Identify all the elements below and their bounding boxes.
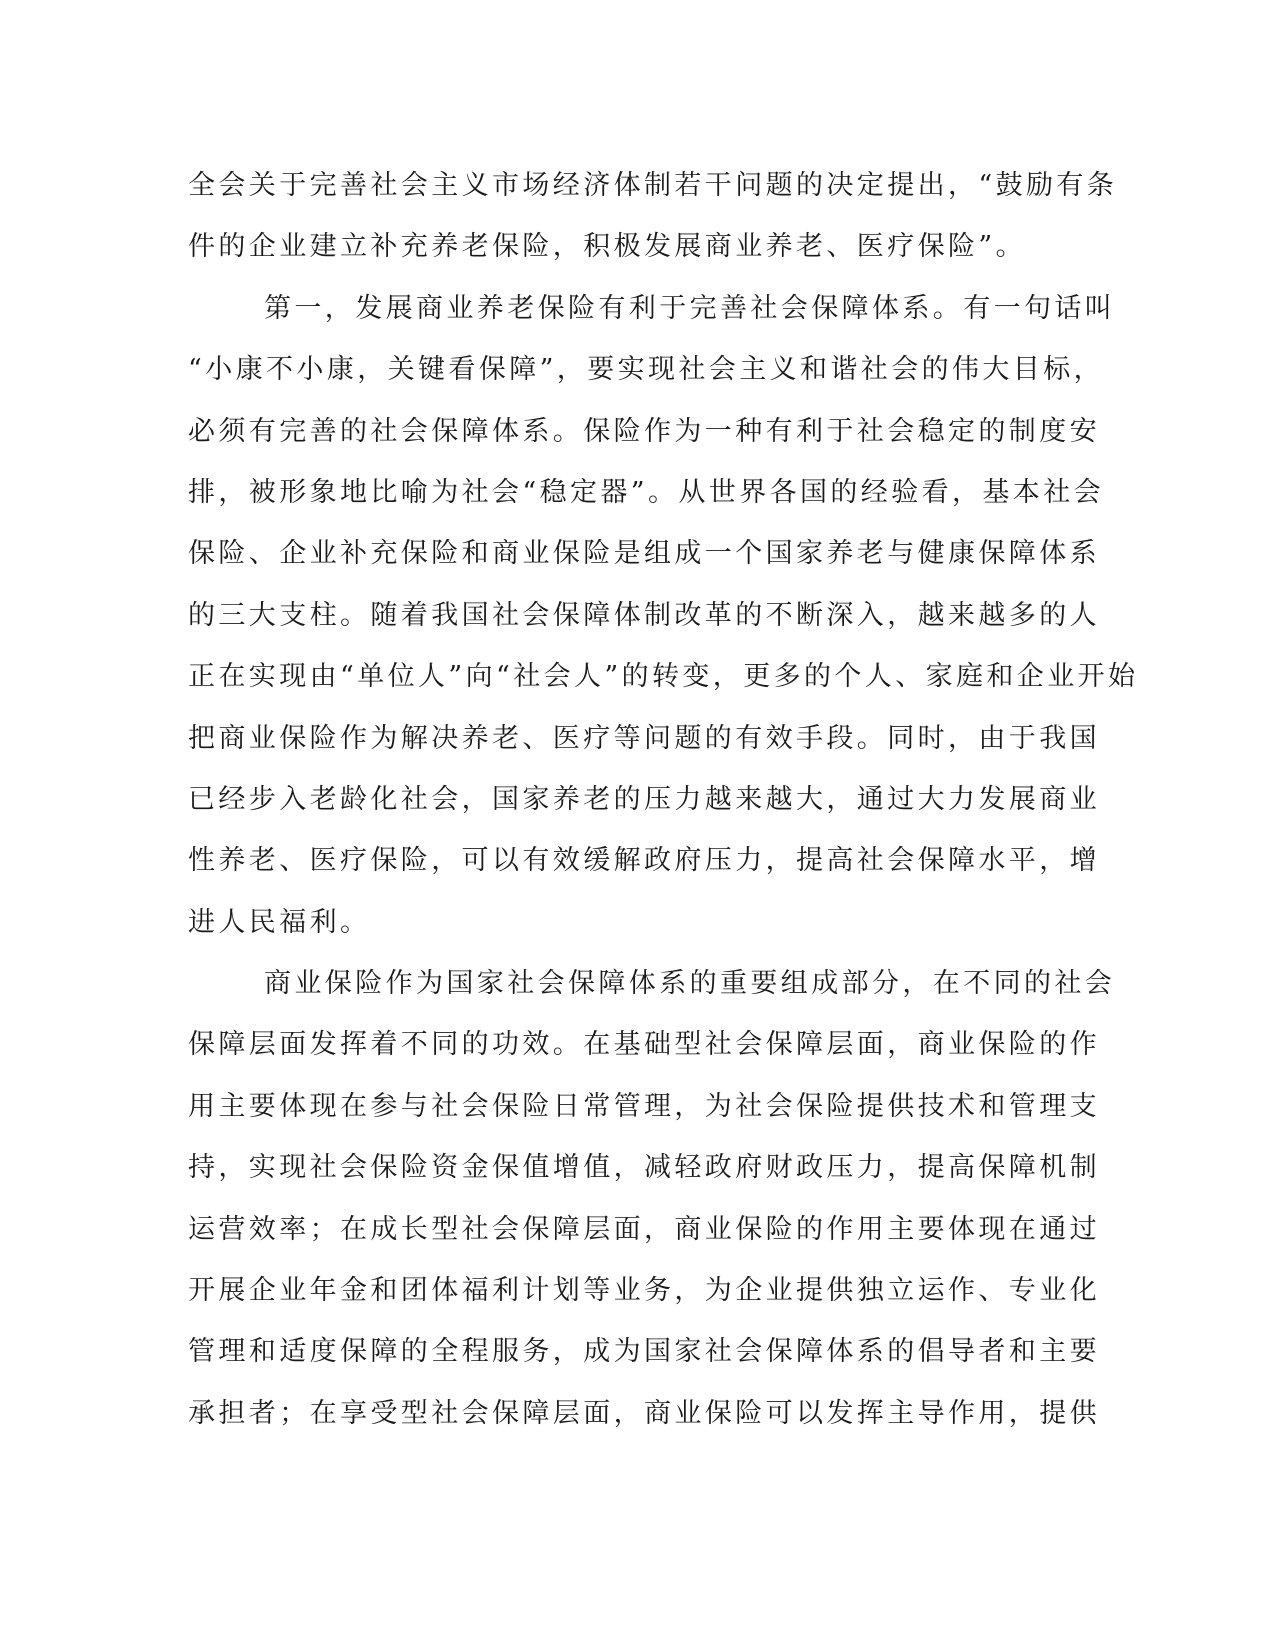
- text-line: 件的企业建立补充养老保险，积极发展商业养老、医疗保险”。: [188, 231, 1027, 263]
- text-line: 承担者；在享受型社会保障层面，商业保险可以发挥主导作用，提供: [188, 1397, 1100, 1429]
- text-line: 持，实现社会保险资金保值增值，减轻政府财政压力，提高保障机制: [188, 1152, 1100, 1184]
- text-line: 保障层面发挥着不同的功效。在基础型社会保障层面，商业保险的作: [188, 1029, 1100, 1061]
- text-line: 必须有完善的社会保障体系。保险作为一种有利于社会稳定的制度安: [188, 415, 1100, 447]
- text-line: 进人民福利。: [188, 906, 371, 938]
- paragraph-start-line: 商业保险作为国家社会保障体系的重要组成部分，在不同的社会: [264, 968, 1116, 1000]
- text-line: 把商业保险作为解决养老、医疗等问题的有效手段。同时，由于我国: [188, 722, 1100, 754]
- paragraph-start-line: 第一，发展商业养老保险有利于完善社会保障体系。有一句话叫: [264, 292, 1116, 324]
- text-line: 全会关于完善社会主义市场经济体制若干问题的决定提出，“鼓励有条: [188, 170, 1118, 201]
- text-line: 性养老、医疗保险，可以有效缓解政府压力，提高社会保障水平，增: [188, 845, 1100, 877]
- text-line: 用主要体现在参与社会保险日常管理，为社会保险提供技术和管理支: [188, 1090, 1100, 1122]
- text-line: 开展企业年金和团体福利计划等业务，为企业提供独立运作、专业化: [188, 1275, 1100, 1307]
- text-line: 已经步入老龄化社会，国家养老的压力越来越大，通过大力发展商业: [188, 783, 1100, 815]
- text-line: 正在实现由“单位人”向“社会人”的转变，更多的个人、家庭和企业开始: [188, 661, 1139, 693]
- text-line: 运营效率；在成长型社会保障层面，商业保险的作用主要体现在通过: [188, 1213, 1100, 1245]
- text-line: 排，被形象地比喻为社会“稳定器”。从世界各国的经验看，基本社会: [188, 476, 1105, 508]
- text-line: “小康不小康，关键看保障”，要实现社会主义和谐社会的伟大目标，: [188, 354, 1105, 386]
- body-text: [188, 155, 1139, 1444]
- text-line: 的三大支柱。随着我国社会保障体制改革的不断深入，越来越多的人: [188, 599, 1100, 631]
- text-line: 管理和适度保障的全程服务，成为国家社会保障体系的倡导者和主要: [188, 1336, 1100, 1368]
- text-line: 保险、企业补充保险和商业保险是组成一个国家养老与健康保障体系: [188, 538, 1100, 570]
